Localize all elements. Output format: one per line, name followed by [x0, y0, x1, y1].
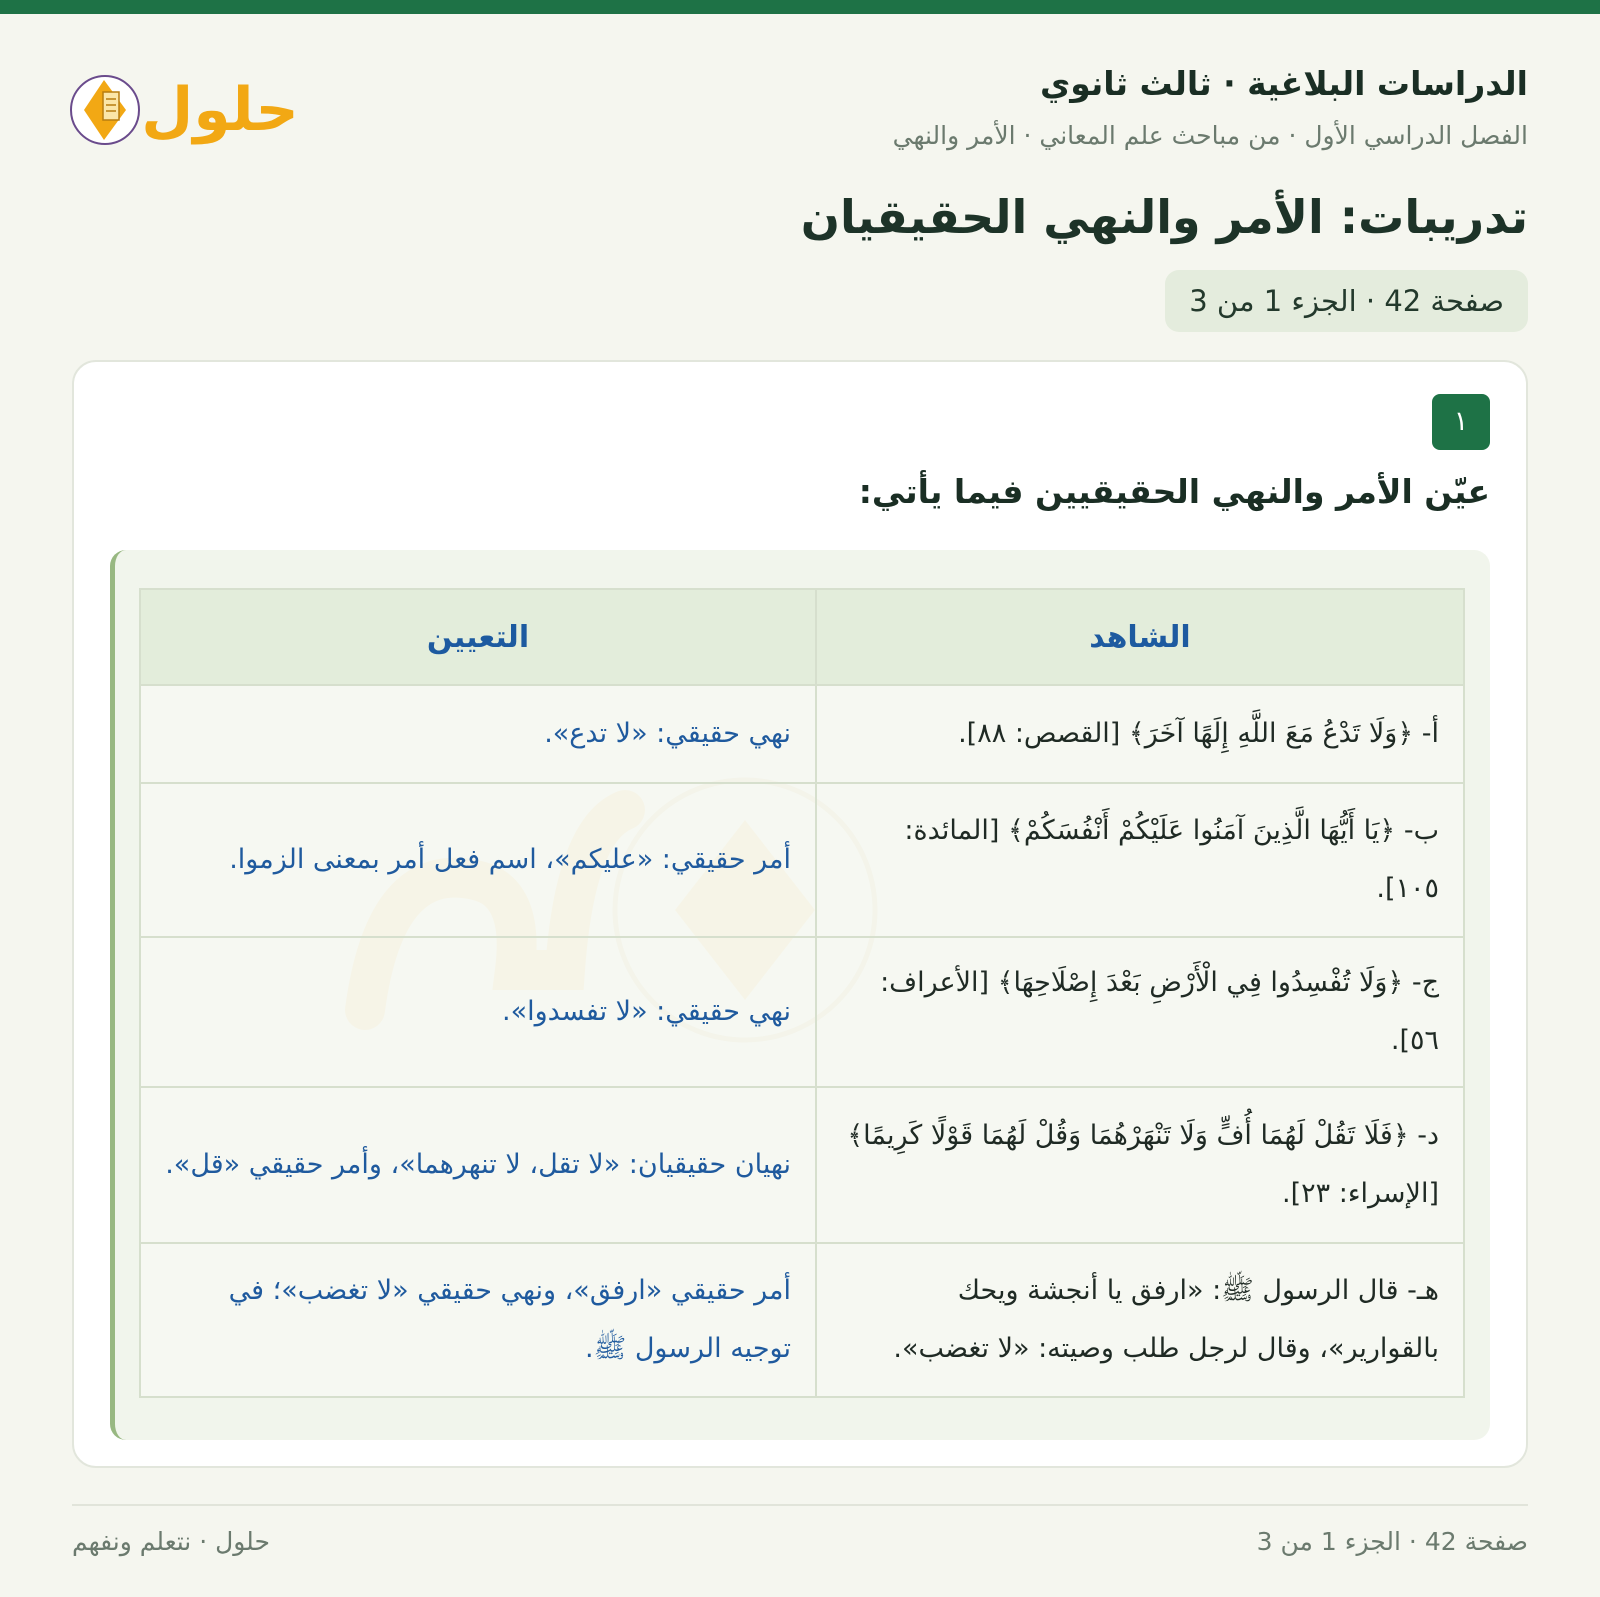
- answer-table-panel: [110, 550, 1490, 1440]
- answer-cell: نهي حقيقي: «لا تدع».: [140, 685, 816, 783]
- column-header-witness: الشاهد: [816, 589, 1464, 685]
- witness-cell: د- ﴿فَلَا تَقُلْ لَهُمَا أُفٍّ وَلَا تَنْهَرْهُمَا وَقُلْ لَهُمَا قَوْلًا كَرِيمًا﴾ [الإسراء: ٢٣].: [816, 1087, 1464, 1243]
- hulul-logo-icon: [70, 58, 300, 158]
- page-title: تدريبات: الأمر والنهي الحقيقيان: [800, 190, 1528, 244]
- exercise-number-badge: ١: [1432, 394, 1490, 450]
- exercise-question: عيّن الأمر والنهي الحقيقيين فيما يأتي:: [858, 472, 1490, 511]
- table-row: [140, 1243, 1464, 1397]
- exercise-card: [72, 360, 1528, 1468]
- witness-cell: ج- ﴿وَلَا تُفْسِدُوا فِي الْأَرْضِ بَعْدَ إِصْلَاحِهَا﴾ [الأعراف: ٥٦].: [816, 937, 1464, 1087]
- footer-brand: حلول · نتعلم ونفهم: [72, 1527, 270, 1556]
- answer-cell: نهيان حقيقيان: «لا تقل، لا تنهرهما»، وأمر حقيقي «قل».: [140, 1087, 816, 1243]
- column-header-answer: التعيين: [140, 589, 816, 685]
- top-accent-bar: [0, 0, 1600, 14]
- answer-cell: نهي حقيقي: «لا تفسدوا».: [140, 937, 816, 1087]
- witness-cell: أ- ﴿وَلَا تَدْعُ مَعَ اللَّهِ إِلَهًا آخَرَ﴾ [القصص: ٨٨].: [816, 685, 1464, 783]
- course-title: الدراسات البلاغية · ثالث ثانوي: [1039, 64, 1528, 103]
- table-row: [140, 1087, 1464, 1243]
- footer-divider: [72, 1504, 1528, 1506]
- witness-cell: هـ- قال الرسول ﷺ: «ارفق يا أنجشة ويحك بالقوارير»، وقال لرجل طلب وصيته: «لا تغضب».: [816, 1243, 1464, 1397]
- witness-cell: ب- ﴿يَا أَيُّهَا الَّذِينَ آمَنُوا عَلَيْكُمْ أَنْفُسَكُمْ﴾ [المائدة: ١٠٥].: [816, 783, 1464, 937]
- footer-page-info: صفحة 42 · الجزء 1 من 3: [1256, 1527, 1528, 1556]
- page-header: [748, 60, 1528, 154]
- table-header-row: [140, 589, 1464, 685]
- page-number-badge: صفحة 42 · الجزء 1 من 3: [1165, 270, 1528, 332]
- answer-table: [139, 588, 1465, 1398]
- table-row: [140, 783, 1464, 937]
- answer-cell: أمر حقيقي: «عليكم»، اسم فعل أمر بمعنى الزموا.: [140, 783, 816, 937]
- logo-text: حلول: [141, 75, 299, 145]
- breadcrumb: الفصل الدراسي الأول · من مباحث علم المعاني · الأمر والنهي: [892, 121, 1528, 150]
- answer-cell: أمر حقيقي «ارفق»، ونهي حقيقي «لا تغضب»؛ في توجيه الرسول ﷺ.: [140, 1243, 816, 1397]
- hulul-logo[interactable]: [70, 58, 300, 158]
- table-row: [140, 685, 1464, 783]
- table-row: [140, 937, 1464, 1087]
